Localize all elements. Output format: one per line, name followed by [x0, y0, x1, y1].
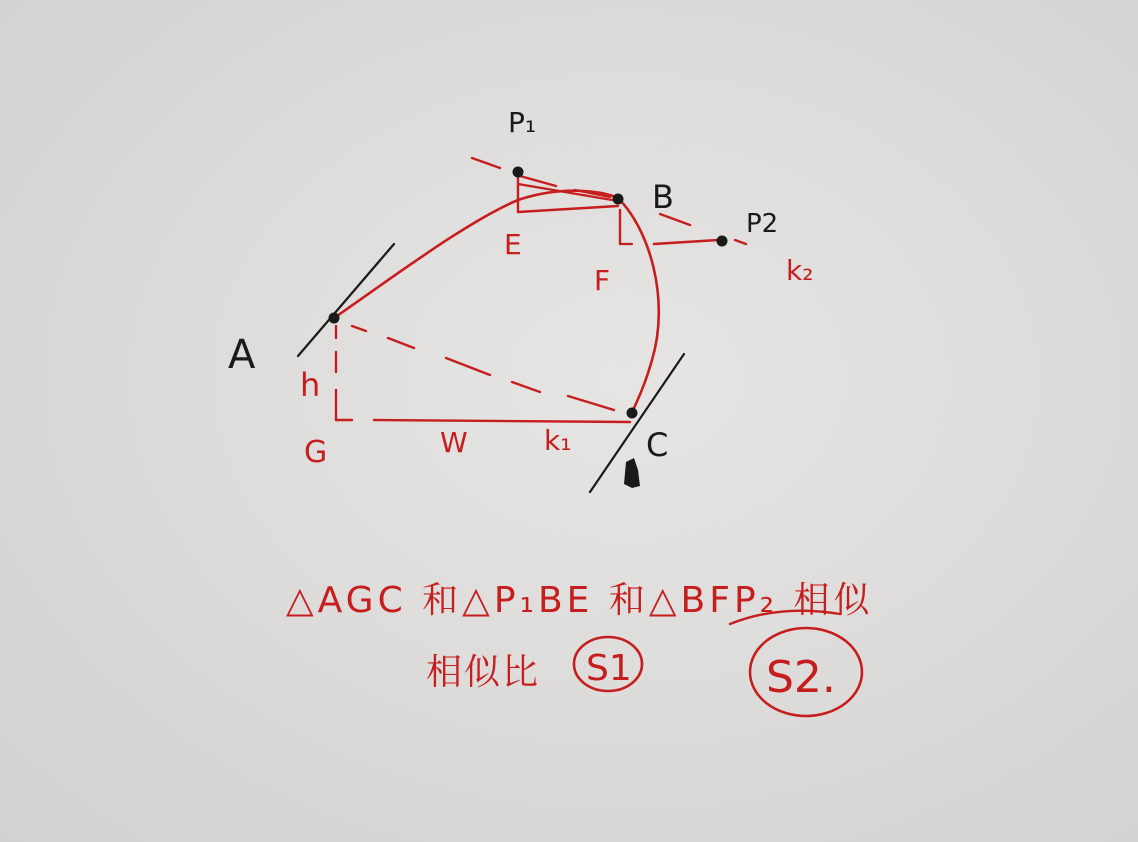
- label-point-p2: P2: [746, 209, 779, 239]
- label-slope-k1: k₁: [544, 424, 572, 457]
- dashed-line-a-c: [352, 326, 366, 331]
- label-point-b: B: [652, 178, 674, 216]
- note-similar-triangles: △AGC 和△P₁BE 和△BFP₂ 相似: [286, 580, 874, 621]
- point-b-dot: [613, 194, 624, 205]
- point-p2-dot: [717, 236, 728, 247]
- label-point-g: G: [304, 435, 328, 470]
- segment-e-b: [518, 206, 618, 212]
- label-s1: S1: [586, 648, 632, 689]
- label-slope-k2: k₂: [786, 254, 814, 287]
- label-point-f: F: [594, 264, 611, 297]
- label-point-a: A: [228, 332, 256, 378]
- label-point-c: C: [646, 426, 669, 464]
- dashed-line-a-c: [388, 338, 414, 348]
- segment-f-p2: [654, 240, 718, 244]
- point-a-dot: [329, 313, 340, 324]
- curve-b-c: [618, 198, 659, 412]
- ink-smudge-icon: [624, 458, 640, 488]
- tangent-line-a: [298, 244, 394, 356]
- note-similarity-ratio: 相似比: [426, 652, 541, 693]
- dashed-line-a-c: [446, 358, 490, 375]
- label-width-w: W: [440, 426, 468, 459]
- segment-g-c: [374, 420, 630, 422]
- dashed-line-a-c: [568, 396, 614, 410]
- dashed-line-a-c: [512, 382, 540, 392]
- label-s2: S2.: [766, 652, 836, 703]
- point-p1-dot: [513, 167, 524, 178]
- label-point-p1: P₁: [508, 106, 537, 139]
- label-height-h: h: [300, 366, 321, 404]
- dashed-line-b-p2: [735, 240, 746, 244]
- point-c-dot: [627, 408, 638, 419]
- curve-a-b: [334, 191, 618, 318]
- dashed-line-p1-b: [472, 158, 500, 168]
- label-point-e: E: [504, 228, 522, 261]
